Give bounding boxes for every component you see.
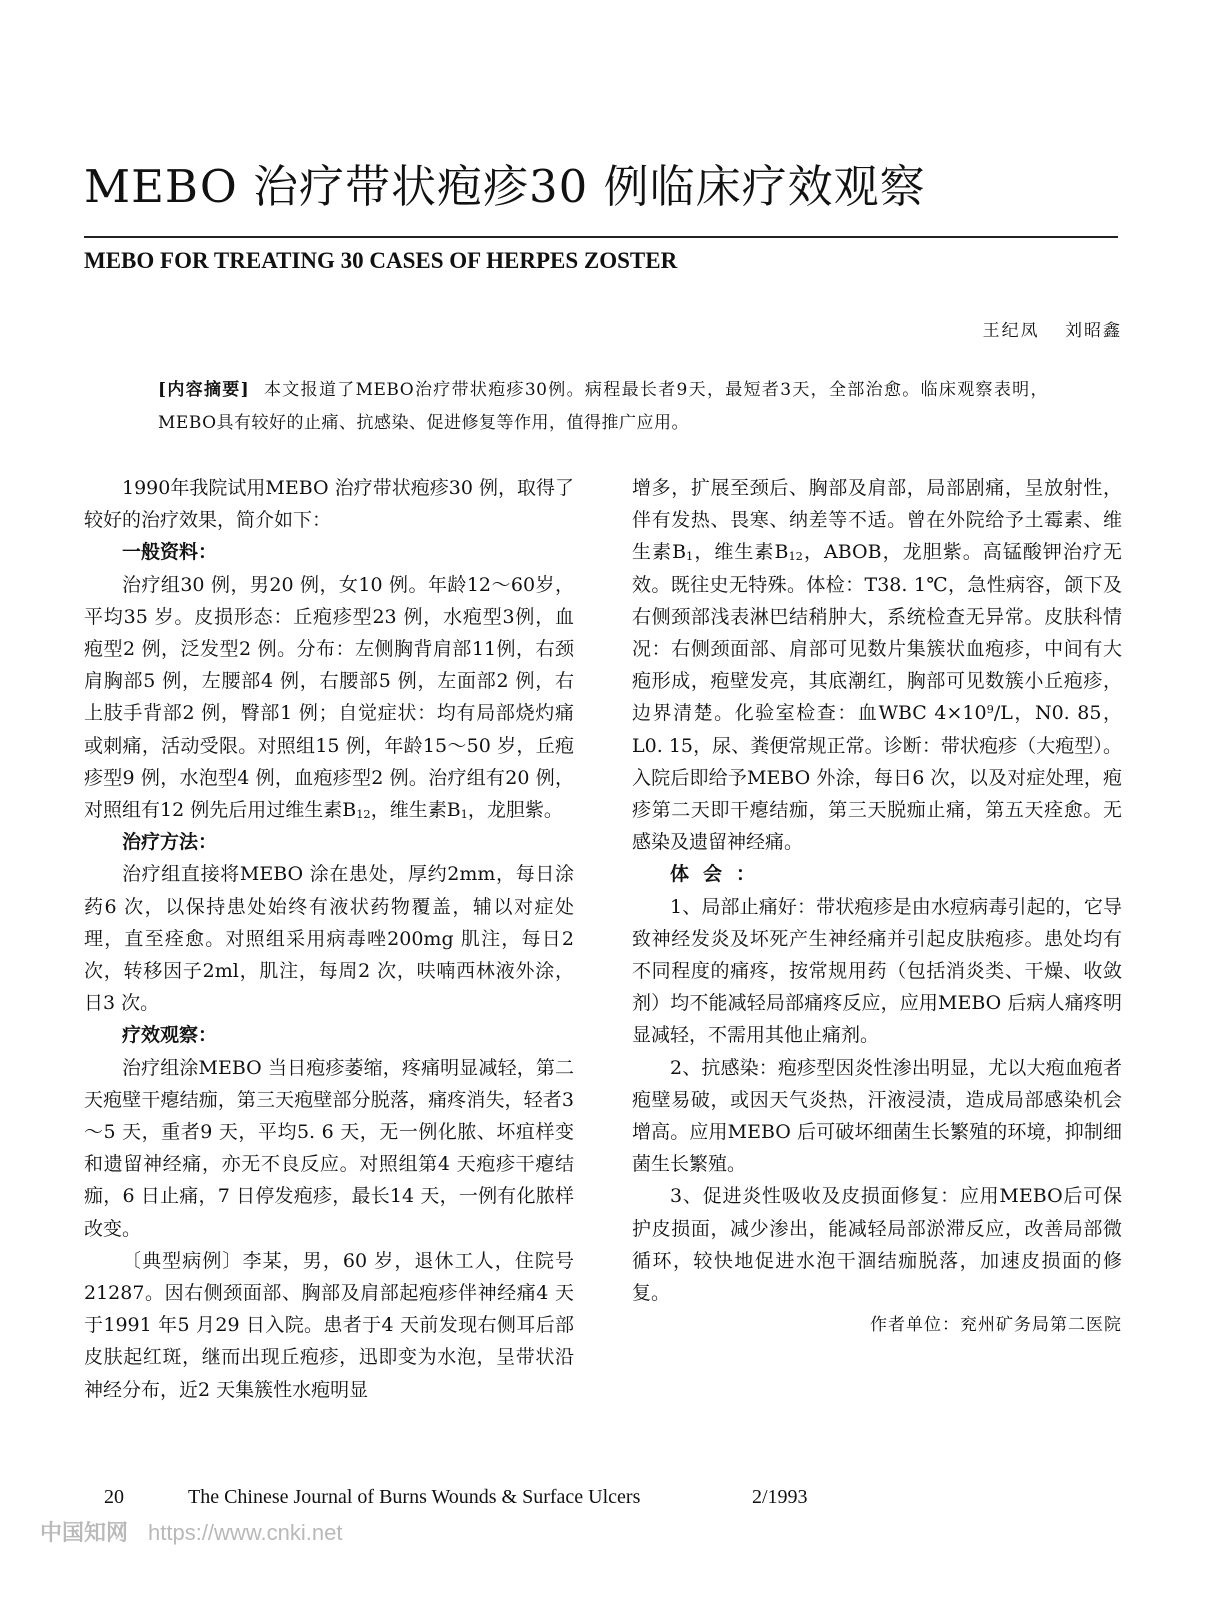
case-text-a: 增多，扩展至颈后、胸部及肩部，局部剧痛，呈放射性，伴有发热、畏寒、纳差等不适。曾在外院给予土霉素、维生素B [632, 477, 1122, 564]
section-heading-general: 一般资料： [122, 541, 218, 564]
case-text-d: /L，N0. 85，L0. 15，尿、粪便常规正常。诊断：带状疱疹（大疱型）。入院后即给予MEBO 外涂，每日6 次，以及对症处理，疱疹第二天即干瘪结痂，第三天脱痂止痛，第五天痊愈。无感染及遗留神经痛。 [632, 702, 1122, 854]
title-rule [84, 236, 1118, 238]
author-affiliation: 作者单位：兖州矿务局第二医院 [870, 1315, 1122, 1336]
watermark-url: https://www.cnki.net [148, 1520, 343, 1545]
subscript-1: 1 [460, 807, 468, 822]
case-text-c: ，ABOB，龙胆紫。高锰酸钾治疗无效。既往史无特殊。体检：T38. 1℃，急性病容，颌下及右侧颈部浅表淋巴结稍肿大，系统检查无异常。皮肤科情况：右侧颈面部、肩部可见数片集簇状血疱疹，中间有大疱形成，疱壁发亮，其底潮红，胸部可见数簇小丘疱疹，边界清楚。化验室检查：血WBC 4×10 [632, 541, 1123, 725]
general-data-tail-c: ，龙胆紫。 [467, 799, 563, 822]
superscript-9: 9 [986, 702, 994, 717]
general-data-paragraph [84, 569, 574, 827]
article-title-chinese: MEBO 治疗带状疱疹30 例临床疗效观察 [84, 160, 926, 213]
page-number: 20 [104, 1486, 124, 1508]
article-title-english: MEBO FOR TREATING 30 CASES OF HERPES ZOSTER [84, 248, 678, 273]
author-2: 刘昭鑫 [1065, 321, 1122, 341]
subscript-1: 1 [686, 549, 694, 564]
general-data-tail-b: ，维生素B [370, 799, 461, 822]
journal-name: The Chinese Journal of Burns Wounds & Surface Ulcers [188, 1486, 641, 1508]
watermark-brand: 中国知网 [40, 1521, 129, 1546]
issue-number: 2/1993 [752, 1486, 808, 1508]
section-heading-efficacy: 疗效观察： [122, 1024, 218, 1047]
discussion-point-1: 1、局部止痛好：带状疱疹是由水痘病毒引起的，它导致神经发炎及坏死产生神经痛并引起皮肤疱疹。患处均有不同程度的痛疼，按常规用药（包括消炎类、干燥、收敛剂）均不能减轻局部痛疼反应，应用MEBO 后病人痛疼明显减轻，不需用其他止痛剂。 [632, 895, 1122, 1047]
general-data-tail-a: 素B [323, 799, 357, 822]
case-report-continued [632, 472, 1122, 858]
discussion-point-2: 2、抗感染：疱疹型因炎性渗出明显，尤以大疱血疱者疱壁易破，或因天气炎热，汗液浸渍，造成局部感染机会增高。应用MEBO 后可破坏细菌生长繁殖的环境，抑制细菌生长繁殖。 [632, 1056, 1122, 1176]
discussion-point-3: 3、促进炎性吸收及皮损面修复：应用MEBO后可保护皮损面，减少渗出，能减轻局部淤滞反应，改善局部微循环，较快地促进水泡干涸结痂脱落，加速皮损面的修复。 [632, 1185, 1122, 1305]
abstract-text: 本文报道了MEBO治疗带状疱疹30例。病程最长者9天，最短者3天，全部治愈。临床观察表明，MEBO具有较好的止痛、抗感染、促进修复等作用，值得推广应用。 [158, 380, 1048, 433]
abstract [158, 374, 1048, 440]
treatment-paragraph: 治疗组直接将MEBO 涂在患处，厚约2mm，每日涂药6 次，以保持患处始终有液状药物覆盖，辅以对症处理，直至痊愈。对照组采用病毒唑200mg 肌注，每日2 次，转移因子2ml，肌注，每周2 次，呋喃西林液外涂，日3 次。 [84, 863, 574, 1015]
author-1: 王纪凤 [982, 321, 1040, 341]
section-heading-discussion: 体会： [670, 863, 770, 886]
subscript-12: 12 [356, 807, 371, 822]
right-column [632, 472, 1122, 1341]
authors [965, 316, 1122, 341]
case-report-paragraph: 〔典型病例〕李某，男，60 岁，退休工人，住院号21287。因右侧颈面部、胸部及肩部起疱疹伴神经痛4 天于1991 年5 月29 日入院。患者于4 天前发现右侧耳后部皮肤起红斑，继而出现丘疱疹，迅即变为水泡，呈带状沿神经分布，近2 天集簇性水疱明显 [84, 1249, 574, 1401]
intro-paragraph: 1990年我院试用MEBO 治疗带状疱疹30 例，取得了较好的治疗效果，简介如下： [84, 477, 574, 532]
section-heading-treatment: 治疗方法： [122, 831, 218, 854]
case-text-b: ，维生素B [693, 541, 789, 564]
cnki-watermark [40, 1516, 342, 1547]
subscript-12: 12 [788, 549, 803, 564]
left-column [84, 472, 574, 1406]
general-data-text: 治疗组30 例，男20 例，女10 例。年龄12～60岁，平均35 岁。皮损形态：丘疱疹型23 例，水疱型3例，血疱型2 例，泛发型2 例。分布：左侧胸背肩部11例，右颈肩胸部5 例，左腰部4 例，右腰部5 例，左面部2 例，右上肢手背部2 例，臀部1 例；自觉症状：均有局部烧灼痛或刺痛，活动受限。对照组15 例，年龄15～50 岁，丘疱疹型9 例，水泡型4 例，血疱疹型2 例。治疗组有20 例，对照组有12 例先后用过维生 [84, 573, 574, 822]
abstract-label: [内容摘要] [158, 380, 250, 400]
efficacy-paragraph: 治疗组涂MEBO 当日疱疹萎缩，疼痛明显减轻，第二天疱壁干瘪结痂，第三天疱壁部分脱落，痛疼消失，轻者3～5 天，重者9 天，平均5. 6 天，无一例化脓、坏疽样变和遗留神经痛，亦无不良反应。对照组第4 天疱疹干瘪结痂，6 日止痛，7 日停发疱疹，最长14 天，一例有化脓样改变。 [84, 1056, 574, 1240]
